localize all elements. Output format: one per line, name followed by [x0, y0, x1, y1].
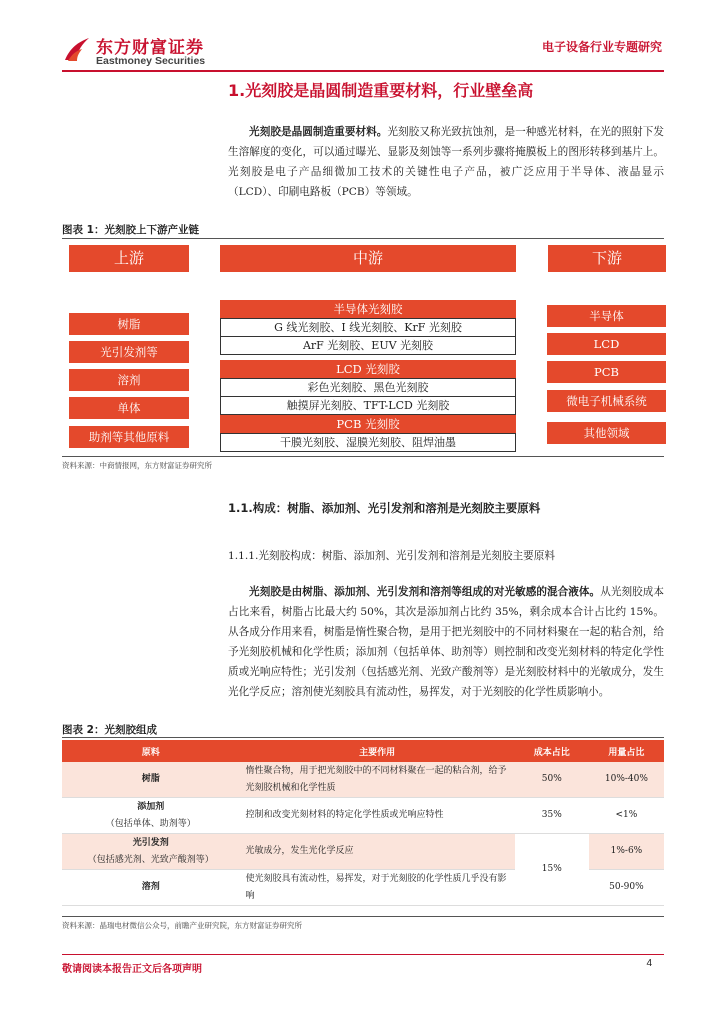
brand-name-en: Eastmoney Securities	[96, 55, 206, 67]
report-type: 电子设备行业专题研究	[541, 40, 662, 54]
eastmoney-logo-icon	[62, 34, 92, 64]
mid-group-head: LCD 光刻胶	[220, 360, 516, 378]
table-header: 成本占比	[515, 740, 589, 762]
brand-name-cn: 东方财富证券	[96, 38, 204, 58]
mid-group-semiconductor	[220, 300, 516, 355]
intro-paragraph	[228, 122, 664, 202]
figure1-top-rule	[62, 238, 664, 239]
mid-group-line: 干膜光刻胶、湿膜光刻胶、阻焊油墨	[220, 433, 516, 452]
header-divider	[62, 70, 664, 72]
intro-text: 光刻胶又称光致抗蚀剂，是一种感光材料，在光的照射下发生溶解度的变化，可以通过曝光、显影及刻蚀等一系列步骤将掩膜板上的图形转移到基片上。光刻胶是电子产品细微加工技术的关键性电子产品，被广泛应用于半导体、液晶显示（LCD）、印刷电路板（PCB）等领域。	[228, 126, 665, 198]
subsubsection-title: 1.1.1.光刻胶构成：树脂、添加剂、光引发剂和溶剂是光刻胶主要原料	[228, 550, 555, 562]
row-cost: 35%	[515, 798, 589, 834]
figure2-title: 图表 2：光刻胶组成	[62, 724, 157, 736]
stage-midstream: 中游	[220, 245, 516, 272]
row-name: 树脂	[62, 762, 240, 798]
mid-group-head: 半导体光刻胶	[220, 300, 516, 318]
row-name-cell	[62, 798, 240, 834]
downstream-item: 半导体	[547, 305, 666, 327]
section-title: 1.光刻胶是晶圆制造重要材料，行业壁垒高	[228, 81, 534, 100]
mid-group-head: PCB 光刻胶	[220, 415, 516, 433]
downstream-item: 微电子机械系统	[547, 390, 666, 412]
table-header: 用量占比	[589, 740, 664, 762]
row-cost: 15%	[515, 834, 589, 906]
row-amount: 10%-40%	[589, 762, 664, 798]
row-use: 光敏成分，发生光化学反应	[240, 834, 515, 870]
figure2-top-rule	[62, 737, 664, 738]
figure1-title: 图表 1：光刻胶上下游产业链	[62, 224, 199, 236]
stage-downstream: 下游	[548, 245, 666, 272]
row-name-cell	[62, 834, 240, 870]
row-sub: （包括感光剂、光致产酸剂等）	[87, 854, 214, 865]
upstream-item: 树脂	[69, 313, 189, 335]
intro-bold: 光刻胶是晶圆制造重要材料。	[249, 126, 388, 138]
downstream-item: LCD	[547, 333, 666, 355]
figure1-source: 资料来源：中商情报网，东方财富证券研究所	[62, 461, 212, 470]
footer-divider	[62, 954, 664, 955]
table-row	[62, 762, 664, 798]
table-row	[62, 834, 664, 870]
downstream-item: PCB	[547, 361, 666, 383]
mid-group-pcb	[220, 415, 516, 452]
mid-group-line: G 线光刻胶、I 线光刻胶、KrF 光刻胶	[220, 318, 516, 337]
mid-group-line: 触摸屏光刻胶、TFT-LCD 光刻胶	[220, 397, 516, 415]
row-name: 添加剂	[137, 801, 165, 812]
upstream-item: 单体	[69, 397, 189, 419]
table-header: 原料	[62, 740, 240, 762]
mid-group-lcd	[220, 360, 516, 415]
page-number: 4	[646, 958, 652, 969]
table-row	[62, 798, 664, 834]
downstream-item: 其他领域	[547, 422, 666, 444]
mid-group-line: 彩色光刻胶、黑色光刻胶	[220, 378, 516, 397]
upstream-item: 助剂等其他原料	[69, 426, 189, 448]
composition-bold: 光刻胶是由树脂、添加剂、光引发剂和溶剂等组成的对光敏感的混合液体。	[249, 586, 601, 598]
stage-upstream: 上游	[69, 245, 189, 272]
mid-group-line: ArF 光刻胶、EUV 光刻胶	[220, 337, 516, 355]
composition-text: 从光刻胶成本占比来看，树脂占比最大约 50%，其次是添加剂占比约 35%，剩余成本合计占比约 15%。从各成分作用来看，树脂是惰性聚合物，是用于把光刻胶中的不同材料聚在一起的粘合剂，给予光刻胶机械和化学性质；添加剂（包括单体、助剂等）则控制和改变光刻材料的特定化学性质或光响应特性；光引发剂（包括感光剂、光致产酸剂等）是光刻胶材料中的光敏成分，发生光化学反应；溶剂使光刻胶具有流动性，易挥发，对于光刻胶的化学性质影响小。	[228, 586, 665, 698]
upstream-item: 光引发剂等	[69, 341, 189, 363]
row-use: 控制和改变光刻材料的特定化学性质或光响应特性	[240, 798, 515, 834]
footer-disclaimer: 敬请阅读本报告正文后各项声明	[62, 964, 202, 975]
figure1-bottom-rule	[62, 456, 664, 457]
row-name: 溶剂	[62, 870, 240, 906]
figure2-source: 资料来源：晶瑞电材微信公众号，前瞻产业研究院，东方财富证券研究所	[62, 921, 302, 930]
row-cost: 50%	[515, 762, 589, 798]
row-amount: <1%	[589, 798, 664, 834]
table-header-row	[62, 740, 664, 762]
upstream-item: 溶剂	[69, 369, 189, 391]
composition-table	[62, 740, 664, 906]
row-amount: 50-90%	[589, 870, 664, 906]
row-amount: 1%-6%	[589, 834, 664, 870]
row-use: 惰性聚合物，用于把光刻胶中的不同材料聚在一起的粘合剂，给予光刻胶机械和化学性质	[240, 762, 515, 798]
figure2-bottom-rule	[62, 916, 664, 917]
row-use: 使光刻胶具有流动性，易挥发，对于光刻胶的化学性质几乎没有影响	[240, 870, 515, 906]
row-name: 光引发剂	[132, 837, 169, 848]
table-header: 主要作用	[240, 740, 515, 762]
subsection-title: 1.1.构成：树脂、添加剂、光引发剂和溶剂是光刻胶主要原料	[228, 501, 541, 515]
composition-paragraph	[228, 582, 664, 702]
row-sub: （包括单体、助剂等）	[105, 818, 196, 829]
